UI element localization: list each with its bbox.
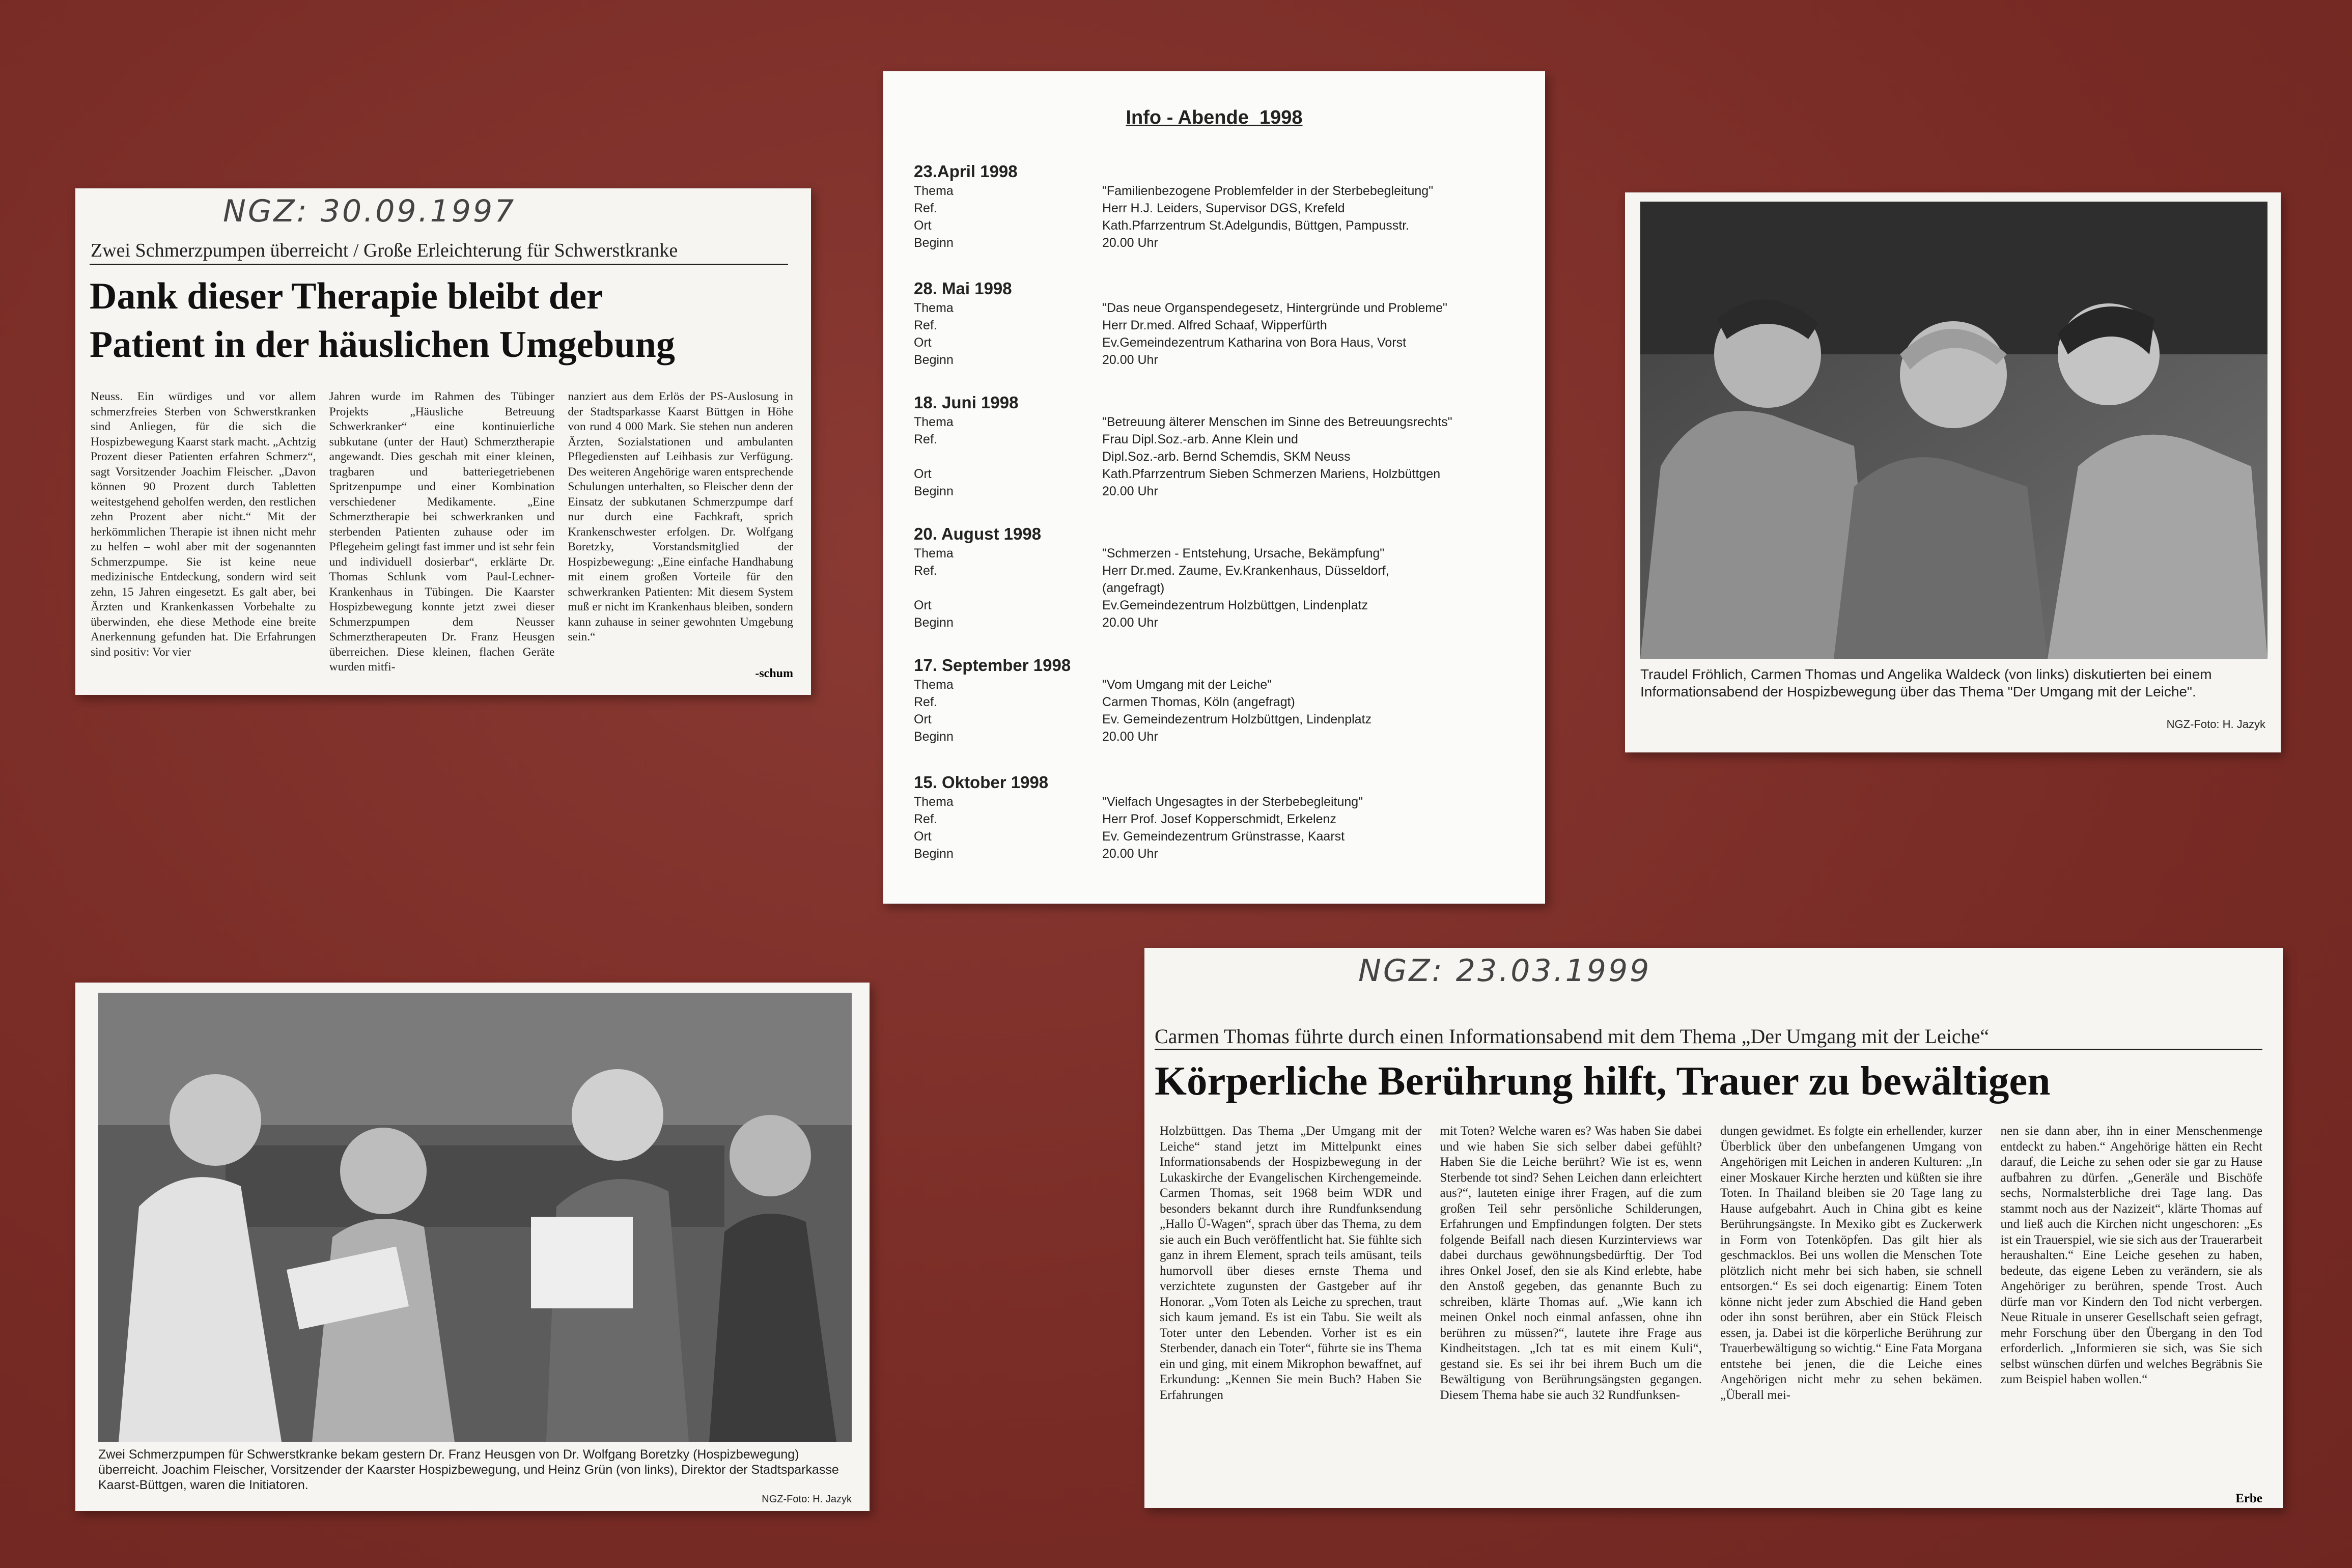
event-beginn: 20.00 Uhr [1102, 615, 1158, 630]
label-ort: Ort [914, 829, 932, 844]
label-ref: Ref. [914, 695, 937, 709]
body-column-1: Holzbüttgen. Das Thema „Der Umgang mit der Leiche“ stand jetzt im Mittelpunkt eines Informationsabends der Hospizbewegung in der Lukaskirche der Evangelischen Kirchengemeinde. Carmen Thomas, seit 1968 beim WDR und besonders bekannt durch ihre Rundfunksendung „Hallo Ü-Wagen“, sprach über das Thema, zu dem sie auch ein Buch veröffentlicht hat. Sie fühlte sich ganz in ihrem Element, sprach teils amüsant, teils humorvoll über dieses ernste Thema und verzichtete zugunsten der Gastgeber auf ihr Honorar. „Vom Toten als Leiche zu sprechen, traut sich kaum jemand. Es ist ein Tabu. Sie weilt als Toter unter den Lebenden. Vorher ist es ein Sterbender, danach ein Toter“, führte sie ins Thema ein und ging, mit einem Mikrophon bewaffnet, auf Erkundung: „Kennen Sie mein Buch? Haben Sie Erfahrungen [1160, 1124, 1422, 1402]
body-column-2: Jahren wurde im Rahmen des Tübinger Projekts „Häusliche Betreuung Schwerkranker“ eine kontinuierliche subkutane (unter der Haut) Schmerztherapie angewandt. Dies geschah mit einer kleinen, tragbaren und batteriegetriebenen Spritzenpumpe und einer Kombination verschiedener Medikamente. „Eine Schmerztherapie bei schwerkranken und sterbenden Patienten zuhause oder im Pflegeheim gelingt fast immer und ist sehr fein und individuell dosierbar“, erklärte Dr. Thomas Schlunk vom Paul-Lechner-Krankenhaus in Tübingen. Die Kaarster Hospizbewegung konnte jetzt zwei dieser Schmerzpumpen dem Neusser Schmerztherapeuten Dr. Franz Heusgen überreichen. Diese kleinen, flachen Geräte wurden mitfi- [329, 390, 555, 674]
event-ort: Kath.Pfarrzentrum St.Adelgundis, Büttgen, Pampusstr. [1102, 218, 1410, 233]
event-thema: "Schmerzen - Entstehung, Ursache, Bekämpfung" [1102, 546, 1385, 561]
event-ref-2: Dipl.Soz.-arb. Bernd Schemdis, SKM Neuss [1102, 450, 1351, 464]
label-ort: Ort [914, 712, 932, 726]
event-date: 28. Mai 1998 [914, 279, 1012, 298]
body-column-3: dungen gewidmet. Es folgte ein erhellender, kurzer Überblick über den unbefangenen Umgang von Angehörigen mit Leichen in anderen Kulturen: „In einer Moskauer Kirche herzten und küßten sie ihre Toten. In Thailand bleiben sie 20 Tage lang zu Hause aufgebahrt. Auch in China gibt es keine Berührungsängste. In Mexiko gibt es Zuckerwerk in Form von Totenköpfen. Das gilt hier als geschmacklos. Bei uns wollen die Menschen Tote plötzlich nicht mehr bei sich haben, sie schnell entsorgen.“ Es sei doch eigenartig: Einem Toten könne nicht jeder zum Abschied die Hand geben oder ihn sonst berühren, aber ein Stück Fleisch essen, ja. Dabei ist die körperliche Berührung zur Trauerbewältigung so wichtig.“ Eine Fata Morgana entstehe bei jenen, die die Leiche eines Angehörigen nicht mehr zu sehen bekämen. „Überall mei- [1720, 1124, 1982, 1402]
kicker-rule [1155, 1049, 2262, 1050]
byline: Erbe [2235, 1492, 2262, 1505]
clipping-kicker: Zwei Schmerzpumpen überreicht / Große Erleichterung für Schwerstkranke [91, 240, 678, 261]
clipping-headline: Körperliche Berührung hilft, Trauer zu bewältigen [1155, 1058, 2051, 1104]
label-ort: Ort [914, 218, 932, 233]
event-ref: Herr Dr.med. Alfred Schaaf, Wipperfürth [1102, 318, 1327, 332]
event-beginn: 20.00 Uhr [1102, 236, 1158, 250]
handwritten-date: NGZ: 23.03.1999 [1358, 953, 1651, 989]
sheet-title: Info - Abende 1998 [1126, 107, 1303, 128]
body-column-2: mit Toten? Welche waren es? Was haben Sie dabei und wie haben Sie sich selber dabei gefühlt? Haben Sie die Leiche berührt? Wie ist es, wenn Sterbende tot sind? Sehen Leichen dann erleichtert aus?“, lauteten einige ihrer Fragen, auf die zum großen Teil sehr persönliche Schilderungen, Erfahrungen und Empfindungen folgten. Der stets folgende Beifall nach diesen Kurzinterviews war dabei durchaus gewöhnungsbedürftig. Der Tod ihres Onkel Josef, den sie als Kind erlebte, habe den Anstoß gegeben, das genannte Buch zu schreiben, klärte Thomas auf. „Wie kann ich meinen Onkel noch einmal anfassen, ohne ihn berühren zu müssen?“, lautete ihre Frage aus Kindheitstagen. „Ich tat es mit einem Kuli“, gestand sie. Es sei ihr bei ihrem Buch um die Bewältigung von Berührungsängsten gegangen. Diesem Thema habe sie auch 32 Rundfunksen- [1440, 1124, 1702, 1402]
event-2 [914, 279, 1525, 369]
label-ort: Ort [914, 467, 932, 481]
body-column-4: nen sie dann aber, ihn in einer Menschenmenge entdeckt zu haben.“ Angehörige hätten ein Recht darauf, die Leiche zu sehen oder sie gar zu Hause aufbahren zu dürfen. „Generäle und Bischöfe sechs, Normalsterbliche drei Tage lang. Das stammt noch aus der Nazizeit“, klärte Thomas auf und ließ auch die Kirchen nicht ungeschoren: „Es ist ein Trauerspiel, wie sie sich aus der Trauerarbeit heraushalten.“ Eine Leiche gesehen zu haben, bedeute, das eigene Leben zu verändern, sie als Angehöriger zu berühren, spende Trost. Auch dürfe man vor Kindern den Tod nicht verbergen. Neue Rituale in unserer Gesellschaft seien gefragt, mehr Forschung über den Übergang in den Tod erforderlich. „Informieren sie sich, was Sie sich selbst wünschen dürfen und welches Begräbnis Sie zum Beispiel haben wollen.“ [2000, 1124, 2262, 1386]
label-beginn: Beginn [914, 847, 954, 861]
event-date: 17. September 1998 [914, 656, 1071, 675]
event-thema: "Familienbezogene Problemfelder in der Sterbebegleitung" [1102, 184, 1434, 198]
label-beginn: Beginn [914, 730, 954, 744]
event-date: 18. Juni 1998 [914, 393, 1019, 412]
event-thema: "Vom Umgang mit der Leiche" [1102, 678, 1272, 692]
event-beginn: 20.00 Uhr [1102, 353, 1158, 367]
event-thema: "Vielfach Ungesagtes in der Sterbebegleitung" [1102, 795, 1363, 809]
event-thema: "Das neue Organspendegesetz, Hintergründe und Probleme" [1102, 301, 1447, 315]
event-ort: Kath.Pfarrzentrum Sieben Schmerzen Mariens, Holzbüttgen [1102, 467, 1441, 481]
event-ort: Ev.Gemeindezentrum Katharina von Bora Haus, Vorst [1102, 335, 1407, 350]
label-ref: Ref. [914, 812, 937, 826]
event-date: 23.April 1998 [914, 162, 1018, 181]
event-beginn: 20.00 Uhr [1102, 484, 1158, 498]
photo-caption: Traudel Fröhlich, Carmen Thomas und Angelika Waldeck (von links) diskutierten bei einem Informationsabend der Hospizbewegung über das Thema "Der Umgang mit der Leiche". [1640, 666, 2212, 699]
label-thema: Thema [914, 184, 954, 198]
label-ref: Ref. [914, 564, 937, 578]
event-thema: "Betreuung älterer Menschen im Sinne des Betreuungsrechts" [1102, 415, 1452, 429]
event-ref: Herr Dr.med. Zaume, Ev.Krankenhaus, Düsseldorf, [1102, 564, 1389, 578]
press-photo-pump-handover [98, 993, 852, 1442]
event-5 [914, 656, 1525, 745]
clipping-kicker: Carmen Thomas führte durch einen Informationsabend mit dem Thema „Der Umgang mit der Leiche“ [1155, 1025, 1990, 1048]
photo-credit: NGZ-Foto: H. Jazyk [762, 1494, 852, 1505]
event-6 [914, 773, 1525, 862]
event-ref: Herr H.J. Leiders, Supervisor DGS, Krefeld [1102, 201, 1345, 215]
label-ref: Ref. [914, 432, 937, 446]
handwritten-date: NGZ: 30.09.1997 [223, 193, 516, 229]
photo-credit: NGZ-Foto: H. Jazyk [2166, 718, 2265, 731]
photo-caption: Zwei Schmerzpumpen für Schwerstkranke bekam gestern Dr. Franz Heusgen von Dr. Wolfgang Boretzky (Hospizbewegung) überreicht. Joachim Fleischer, Vorsitzender der Kaarster Hospizbewegung, und Heinz Grün (von links), Direktor der Stadtsparkasse Kaarst-Büttgen, waren die Initiatoren. [98, 1447, 839, 1492]
label-ort: Ort [914, 335, 932, 350]
event-date: 20. August 1998 [914, 524, 1042, 543]
label-ref: Ref. [914, 318, 937, 332]
photo-clipping-right [1625, 192, 2281, 752]
label-beginn: Beginn [914, 615, 954, 630]
byline: -schum [755, 667, 793, 680]
label-ort: Ort [914, 598, 932, 612]
kicker-rule [90, 264, 788, 265]
event-beginn: 20.00 Uhr [1102, 730, 1158, 744]
event-4 [914, 524, 1525, 631]
clipping-1997 [75, 188, 811, 695]
event-ref: Herr Prof. Josef Kopperschmidt, Erkelenz [1102, 812, 1336, 826]
clipping-1999 [1144, 948, 2283, 1508]
info-abende-sheet [883, 71, 1545, 904]
label-thema: Thema [914, 415, 954, 429]
label-thema: Thema [914, 301, 954, 315]
clipping-headline-line1: Dank dieser Therapie bleibt der [90, 275, 603, 317]
event-ort: Ev. Gemeindezentrum Holzbüttgen, Lindenplatz [1102, 712, 1372, 726]
clipping-body [1160, 1124, 2262, 1490]
body-column-3: nanziert aus dem Erlös der PS-Auslosung in der Stadtsparkasse Kaarst Büttgen in Höhe von rund 4 000 Mark. Sie stehen nun anderen Ärzten, Sozialstationen und ambulanten Pflegediensten auf Leihbasis zur Verfügung. Des weiteren Angehörige waren entsprechende Schulungen unterhalten, so Fleischer denn der Einsatz der subkutanen Schmerzpumpe darf nur durch eine Fachkraft, sprich Krankenschwester erfolgen. Dr. Wolfgang Boretzky, Vorstandsmitglied der Hospizbewegung: „Eine einfache Handhabung mit einem großen Vorteile für den schwerkranken Patienten: Mit diesem System muß er nicht im Krankenhaus bleiben, sondern kann zuhause in seiner gewohnten Umgebung sein.“ [568, 390, 794, 643]
press-photo-three-women [1640, 202, 2267, 659]
label-beginn: Beginn [914, 353, 954, 367]
photo-clipping-left [75, 983, 870, 1511]
body-column-1: Neuss. Ein würdiges und vor allem schmerzfreies Sterben von Schwerstkranken sind Anliegen, für die sich die Hospizbewegung Kaarst stark macht. „Achtzig Prozent dieser Patienten erfahren Schmerz“, sagt Vorsitzender Joachim Fleischer. „Davon können 90 Prozent durch Tabletten weitestgehend geholfen werden, den restlichen zehn Prozent aber nicht.“ Mit der herkömmlichen Therapie ist ihnen nicht mehr zu helfen – wohl aber mit der sogenannten Schmerzpumpe. Sie ist keine neue medizinische Entdeckung, sondern wird seit zehn, 15 Jahren eingesetzt. Es galt aber, bei Ärzten und Krankenkassen Vorbehalte zu überwinden, ehe diese Methode eine breite Anerkennung gefunden hat. Die Erfahrungen sind positiv: Vor vier [91, 390, 316, 659]
photo-illustration [1640, 202, 2267, 659]
label-thema: Thema [914, 795, 954, 809]
event-ort: Ev.Gemeindezentrum Holzbüttgen, Lindenplatz [1102, 598, 1368, 612]
event-1 [914, 162, 1525, 251]
clipping-body [91, 389, 793, 675]
event-ort: Ev. Gemeindezentrum Grünstrasse, Kaarst [1102, 829, 1345, 844]
event-ref-2: (angefragt) [1102, 581, 1165, 595]
label-thema: Thema [914, 546, 954, 561]
event-beginn: 20.00 Uhr [1102, 847, 1158, 861]
label-ref: Ref. [914, 201, 937, 215]
label-beginn: Beginn [914, 484, 954, 498]
label-thema: Thema [914, 678, 954, 692]
event-ref: Frau Dipl.Soz.-arb. Anne Klein und [1102, 432, 1298, 446]
clipping-headline-line2: Patient in der häuslichen Umgebung [90, 324, 675, 366]
event-date: 15. Oktober 1998 [914, 773, 1049, 792]
label-beginn: Beginn [914, 236, 954, 250]
event-ref: Carmen Thomas, Köln (angefragt) [1102, 695, 1295, 709]
photo-illustration [98, 993, 852, 1442]
event-3 [914, 393, 1525, 500]
